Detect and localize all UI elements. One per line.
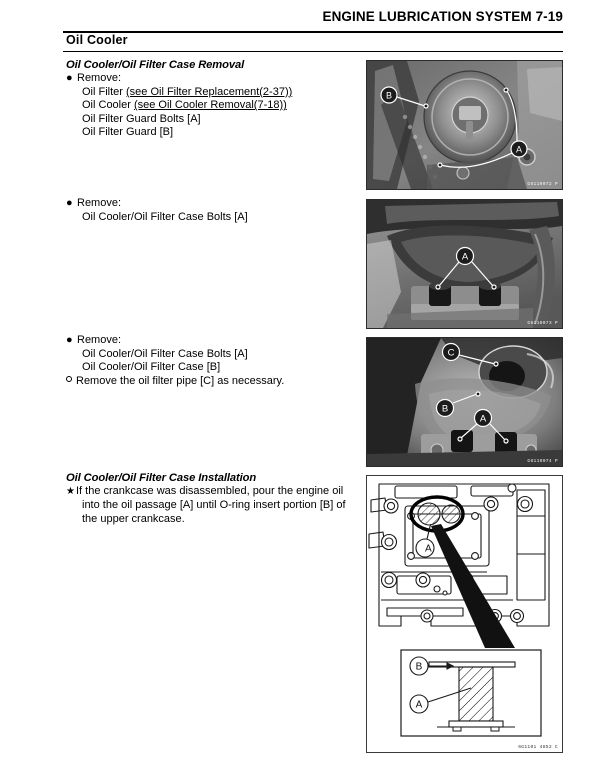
figure-4-code: 6G1101 4852 C bbox=[518, 745, 558, 750]
svg-text:A: A bbox=[415, 699, 423, 711]
note-text: Remove the oil filter pipe [C] as necessary. bbox=[76, 374, 285, 387]
bullet-icon: ● bbox=[66, 72, 73, 84]
svg-text:C: C bbox=[447, 347, 455, 359]
page-header bbox=[63, 8, 563, 26]
removal-block-3 bbox=[66, 334, 358, 388]
list-item bbox=[66, 86, 358, 100]
figure-1-image bbox=[367, 61, 562, 189]
list-item: Oil Cooler/Oil Filter Case [B] bbox=[82, 361, 221, 374]
step-remove-2 bbox=[66, 197, 358, 211]
figure-oil-filter-guard bbox=[366, 60, 563, 190]
instruction-line-3: the upper crankcase. bbox=[82, 512, 185, 525]
instruction-line-1: If the crankcase was disassembled, pour the engine oil bbox=[76, 485, 344, 497]
list-item: Oil Cooler/Oil Filter Case Bolts [A] bbox=[82, 210, 248, 223]
list-item bbox=[66, 99, 358, 113]
star-icon: ★ bbox=[66, 486, 75, 497]
svg-text:B: B bbox=[415, 661, 423, 673]
removal-heading: Oil Cooler/Oil Filter Case Removal bbox=[66, 59, 245, 71]
list-item: Oil Filter Guard Bolts [A] bbox=[82, 112, 201, 125]
cross-reference-link[interactable]: (see Oil Filter Replacement(2-37)) bbox=[126, 85, 293, 98]
list-item: Oil Filter Guard [B] bbox=[82, 126, 174, 139]
section-title: Oil Cooler bbox=[66, 33, 128, 47]
svg-text:B: B bbox=[441, 403, 449, 415]
figure-4-image bbox=[367, 476, 562, 752]
header-rule-bottom bbox=[63, 51, 563, 52]
bullet-icon: ● bbox=[66, 197, 73, 209]
step-remove-1 bbox=[66, 72, 358, 86]
open-circle-icon bbox=[66, 376, 72, 382]
svg-text:A: A bbox=[461, 251, 469, 263]
svg-text:A: A bbox=[479, 413, 487, 425]
cross-reference-link[interactable]: (see Oil Cooler Removal(7-18)) bbox=[133, 99, 287, 112]
header-rule-top bbox=[63, 31, 563, 33]
figure-2-image bbox=[367, 200, 562, 328]
figure-crankcase-diagram bbox=[366, 475, 563, 753]
figure-case-bolts bbox=[366, 199, 563, 329]
figure-2-code: G6110073 P bbox=[527, 321, 558, 326]
figure-1-code: G6110072 P bbox=[527, 182, 558, 187]
removal-block-1 bbox=[66, 59, 358, 140]
svg-text:B: B bbox=[385, 90, 393, 101]
removal-block-2 bbox=[66, 197, 358, 224]
instruction-line-2: into the oil passage [A] until O-ring insert portion [B] of bbox=[82, 498, 346, 511]
step-label: Remove: bbox=[77, 72, 122, 84]
installation-block bbox=[66, 472, 358, 527]
optional-note bbox=[66, 375, 358, 389]
list-item: Oil Cooler/Oil Filter Case Bolts [A] bbox=[82, 347, 248, 360]
page-header-title: ENGINE LUBRICATION SYSTEM 7-19 bbox=[322, 9, 563, 24]
figure-3-image bbox=[367, 338, 562, 466]
installation-instruction bbox=[66, 485, 358, 527]
item-text: Oil Filter bbox=[82, 85, 126, 98]
item-text: Oil Cooler bbox=[82, 99, 134, 112]
step-remove-3 bbox=[66, 334, 358, 348]
svg-text:A: A bbox=[515, 144, 523, 155]
installation-heading: Oil Cooler/Oil Filter Case Installation bbox=[66, 472, 257, 484]
bullet-icon: ● bbox=[66, 334, 73, 346]
step-label: Remove: bbox=[77, 334, 122, 346]
step-label: Remove: bbox=[77, 197, 122, 209]
figure-case-removal bbox=[366, 337, 563, 467]
figure-3-code: G6110074 P bbox=[527, 459, 558, 464]
svg-text:A: A bbox=[425, 543, 432, 555]
